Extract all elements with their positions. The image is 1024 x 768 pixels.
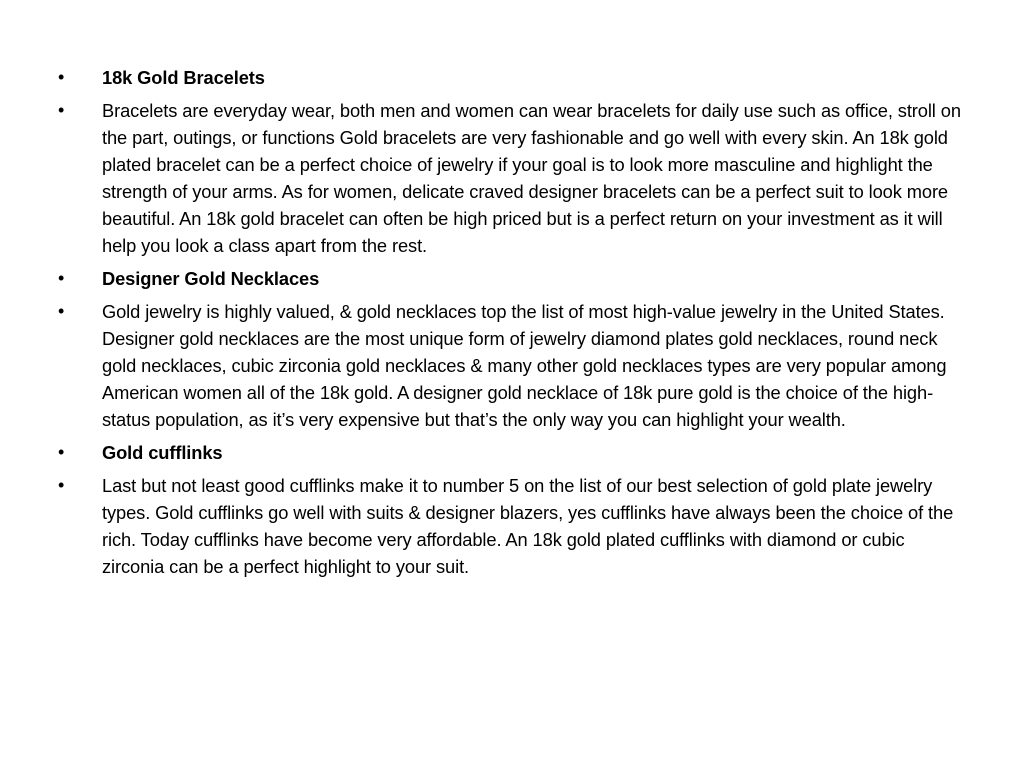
bullet-heading-cufflinks <box>56 439 968 466</box>
bullet-icon: • <box>58 301 65 321</box>
bullet-paragraph-cufflinks <box>56 472 968 580</box>
bullet-icon: • <box>58 100 65 120</box>
bullet-heading-bracelets <box>56 64 968 91</box>
paragraph-bracelets: Bracelets are everyday wear, both men and women can wear bracelets for daily use such as office, stroll on the part, outings, or functions Gold bracelets are very fashionable and go well with every skin. An 18k gold plated bracelet can be a perfect choice of jewelry if your goal is to look more masculine and highlight the strength of your arms. As for women, delicate craved designer bracelets can be a perfect suit to look more beautiful. An 18k gold bracelet can often be high priced but is a perfect return on your investment as it will help you look a class apart from the rest. <box>102 100 961 256</box>
heading-designer-gold-necklaces: Designer Gold Necklaces <box>102 268 320 289</box>
bullet-list <box>56 64 968 586</box>
heading-gold-cufflinks: Gold cufflinks <box>102 442 223 463</box>
bullet-icon: • <box>58 442 65 462</box>
bullet-icon: • <box>58 67 65 87</box>
paragraph-cufflinks: Last but not least good cufflinks make it to number 5 on the list of our best selection of gold plate jewelry types. Gold cufflinks go well with suits & designer blazers, yes cufflinks have always been the choice of the rich. Today cufflinks have become very affordable. An 18k gold plated cufflinks with diamond or cubic zirconia can be a perfect highlight to your suit. <box>102 475 954 577</box>
bullet-paragraph-bracelets <box>56 97 968 259</box>
bullet-heading-necklaces <box>56 265 968 292</box>
bullet-icon: • <box>58 268 65 288</box>
paragraph-necklaces: Gold jewelry is highly valued, & gold necklaces top the list of most high-value jewelry in the United States. Designer gold necklaces are the most unique form of jewelry diamond plates gold necklaces, round neck gold necklaces, cubic zirconia gold necklaces & many other gold necklaces types are very popular among American women all of the 18k gold. A designer gold necklace of 18k pure gold is the choice of the high-status population, as it’s very expensive but that’s the only way you can highlight your wealth. <box>102 301 947 430</box>
bullet-icon: • <box>58 475 65 495</box>
heading-18k-gold-bracelets: 18k Gold Bracelets <box>102 67 265 88</box>
bullet-paragraph-necklaces <box>56 298 968 433</box>
